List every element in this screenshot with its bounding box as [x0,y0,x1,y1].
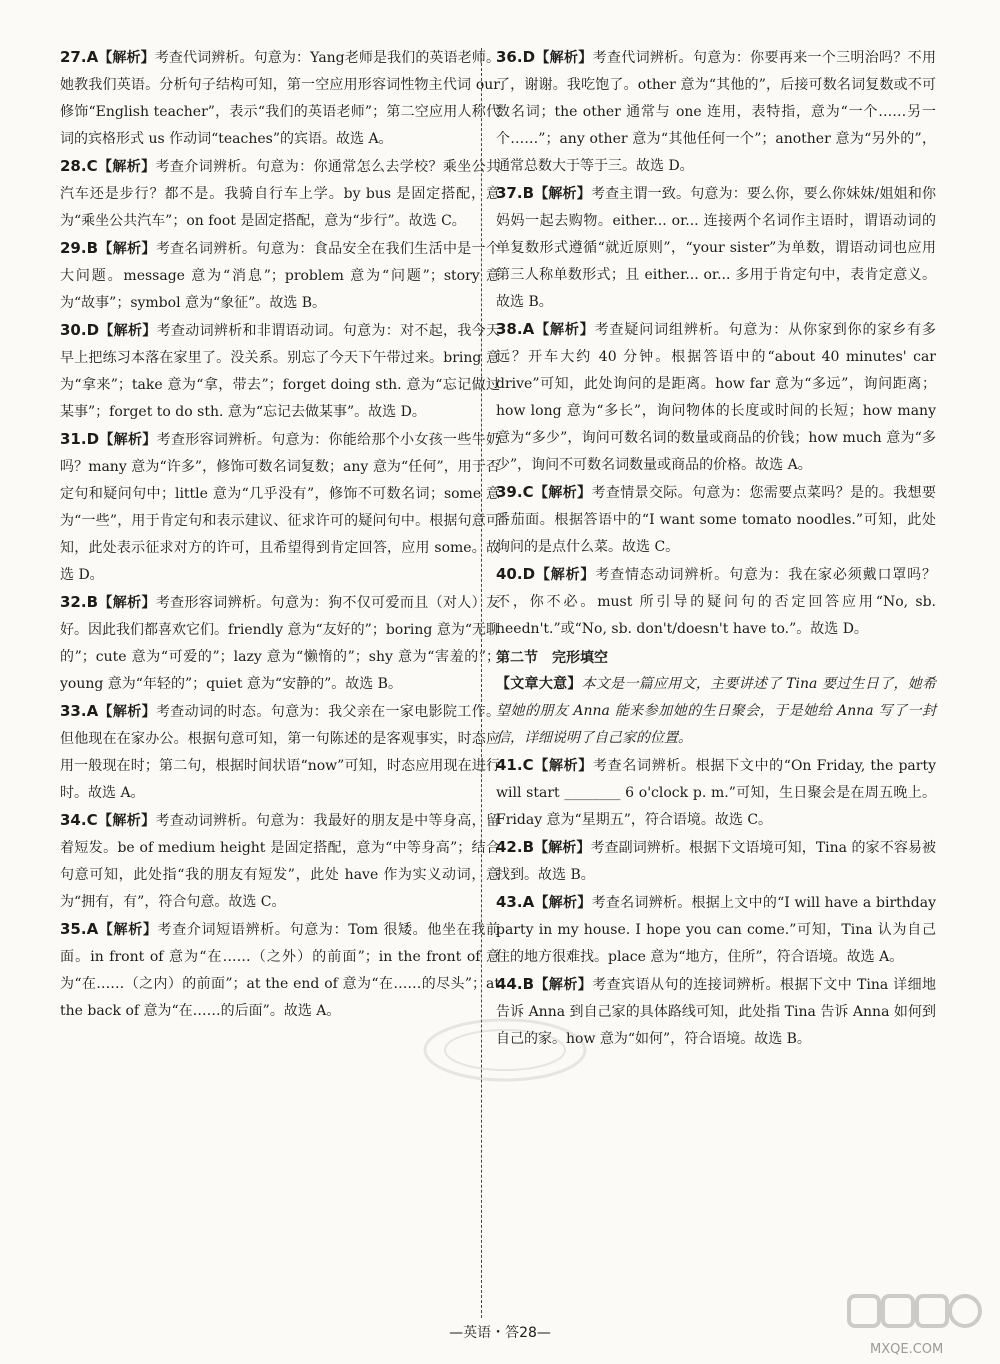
question-number: 32.B [60,593,99,611]
question-number: 29.B [60,239,99,257]
analysis-text: 考查副词辨析。根据下文语境可知，Tina 的家不容易被找到。故选 B。 [496,840,936,883]
analysis-text: 考查介词辨析。句意为：你通常怎么去学校？乘坐公共汽车还是步行？都不是。我骑自行车上学。by bus 是固定搭配，意为“乘坐公共汽车”；on foot 是固定搭配，意为“步行”。故选 C。 [60,159,500,229]
analysis-text: 考查形容词辨析。句意为：狗不仅可爱而且（对人）友好。因此我们都喜欢它们。friendly 意为“友好的”；boring 意为“无聊的”；cute 意为“可爱的”；lazy 意为“懒惰的”；shy 意为“害羞的”；young 意为“年轻的”；quiet 意为“安静的”。故选 B。 [60,595,501,692]
analysis-text: 考查宾语从句的连接词辨析。根据下文中 Tina 详细地告诉 Anna 到自己家的具体路线可知，此处指 Tina 告诉 Anna 如何到自己的家。how 意为“如何”，符合语境。故选 B。 [496,977,937,1047]
question-number: 41.C [496,756,534,774]
question-number: 44.B [496,975,535,993]
question-number: 33.A [60,702,99,720]
analysis-text: 考查情景交际。句意为：您需要点菜吗？是的。我想要番茄面。根据答语中的“I want some tomato noodles.”可知，此处询问的是点什么菜。故选 C。 [496,485,936,555]
question-number: 27.A [60,48,99,66]
answer-item [496,561,936,643]
answer-item [60,916,500,1025]
logo-watermark-icon [420,1015,590,1085]
analysis-tag: 【解析】 [534,977,593,993]
analysis-tag: 【解析】 [534,895,592,911]
article-summary [496,671,936,752]
analysis-tag: 【解析】 [534,186,591,202]
answer-item [496,834,936,889]
analysis-text: 考查动词辨析。句意为：我最好的朋友是中等身高，留着短发。be of medium height 是固定搭配，意为“中等身高”；结合句意可知，此处指“我的朋友有短发”，此处 have 作为实义动词，意为“拥有，有”，符合句意。故选 C。 [60,813,500,910]
answer-item [496,180,936,316]
answer-item [60,426,500,589]
analysis-tag: 【解析】 [98,922,158,938]
analysis-text: 考查形容词辨析。句意为：你能给那个小女孩一些牛奶吗？many 意为“许多”，修饰可数名词复数；any 意为“任何”，用于否定句和疑问句中；little 意为“几乎没有”，修饰不可数名词；some 意为“一些”，用于肯定句和表示建议、征求许可的疑问句中。根据句意可知，此处表示征求对方的许可，且希望得到肯定回答，应用 some。故选 D。 [60,432,501,583]
analysis-text: 考查介词短语辨析。句意为：Tom 很矮。他坐在我前面。in front of 意为“在……（之外）的前面”；in the front of 意为“在……（之内）的前面”；at the end of 意为“在……的尽头”；at the back of 意为“在……的后面”。故选 A。 [60,922,501,1019]
watermark-text: MXQE.COM [870,1342,944,1357]
section-title: 第二节 完形填空 [496,650,608,666]
question-number: 36.D [496,48,536,66]
summary-text: 本文是一篇应用文，主要讲述了 Tina 要过生日了，她希望她的朋友 Anna 能来参加她的生日聚会，于是她给 Anna 写了一封信，详细说明了自己家的位置。 [496,676,937,746]
analysis-tag: 【解析】 [99,432,157,448]
page-footer: —英语・答28— [449,1325,551,1341]
analysis-text: 考查名词辨析。句意为：食品安全在我们生活中是一个大问题。message 意为“消息”；problem 意为“问题”；story 意为“故事”；symbol 意为“象征”。故选 B。 [60,241,501,311]
analysis-text: 考查主谓一致。句意为：要么你，要么你妹妹/姐姐和你妈妈一起去购物。either... or... 连接两个名词作主语时，谓语动词的单复数形式遵循“就近原则”，“your sister”为单数，谓语动词也应用第三人称单数形式；且 either... or... 多用于肯定句中，表肯定意义。故选 B。 [496,186,937,310]
answer-item [60,807,500,916]
analysis-tag: 【解析】 [535,567,596,583]
left-answer-list [60,44,500,1025]
analysis-tag: 【解析】 [534,840,591,856]
question-number: 40.D [496,565,536,583]
analysis-tag: 【解析】 [535,50,593,66]
question-number: 38.A [496,320,535,338]
analysis-text: 考查代词辨析。句意为：你要再来一个三明治吗？不用了，谢谢。我吃饱了。other 意为“其他的”，后接可数名词复数或不可数名词；the other 通常与 one 连用，表特指，意为“一个……另一个……”；any other 意为“其他任何一个”；another 意为“另外的”，通常总数大于等于三。故选 D。 [496,50,937,174]
question-number: 37.B [496,184,535,202]
right-answer-list [496,44,936,643]
analysis-tag: 【解析】 [98,595,156,611]
analysis-tag: 【解析】 [97,813,156,829]
answer-item [496,889,936,971]
answer-item [496,752,936,834]
answer-item [60,317,500,426]
question-number: 34.C [60,811,98,829]
question-number: 39.C [496,483,534,501]
answer-item [496,479,936,561]
question-number: 35.A [60,920,99,938]
analysis-text: 考查情态动词辨析。句意为：我在家必须戴口罩吗？不，你不必。must 所引导的疑问句的否定回答应用“No, sb. needn't.”或“No, sb. don't/doesn't have to.”。故选 D。 [496,567,937,637]
answer-item [496,316,936,479]
answer-item [60,235,500,317]
analysis-text: 考查代词辨析。句意为：Yang老师是我们的英语老师。她教我们英语。分析句子结构可知，第一空应用形容词性物主代词 our 修饰“English teacher”，表示“我们的英语老师”；第二空应用人称代词的宾格形式 us 作动词“teaches”的宾语。故选 A。 [60,50,501,147]
answer-item [60,698,500,807]
analysis-text: 考查名词辨析。根据下文中的“On Friday, the party will start ________ 6 o'clock p. m.”可知，生日聚会是在周五晚上。Friday 意为“星期五”，符合语境。故选 C。 [496,758,936,828]
cloze-answer-list [496,752,936,1053]
analysis-tag: 【解析】 [97,159,156,175]
question-number: 30.D [60,321,100,339]
question-number: 43.A [496,893,535,911]
answer-item [60,153,500,235]
analysis-text: 考查动词辨析和非谓语动词。句意为：对不起，我今天早上把练习本落在家里了。没关系。别忘了今天下午带过来。bring 意为“拿来”；take 意为“拿，带去”；forget doing sth. 意为“忘记做过某事”；forget to do sth. 意为“忘记去做某事”。故选 D。 [60,323,501,420]
analysis-text: 考查疑问词组辨析。句意为：从你家到你的家乡有多远？开车大约 40 分钟。根据答语中的“about 40 minutes' car drive”可知，此处询问的是距离。how far 意为“多远”，询问距离；how long 意为“多长”，询问物体的长度或时间的长短；how many 意为“多少”，询问可数名词的数量或商品的价钱；how much 意为“多少”，询问不可数名词数量或商品的价格。故选 A。 [496,322,937,473]
answer-item [60,589,500,698]
analysis-text: 考查动词的时态。句意为：我父亲在一家电影院工作。但他现在在家办公。根据句意可知，第一句陈述的是客观事实，时态应用一般现在时；第二句，根据时间状语“now”可知，时态应用现在进行时。故选 A。 [60,704,501,801]
analysis-tag: 【解析】 [533,758,593,774]
analysis-tag: 【解析】 [534,322,595,338]
question-number: 42.B [496,838,535,856]
left-column [60,44,500,1025]
column-divider [481,48,482,1318]
analysis-text: 考查名词辨析。根据上文中的“I will have a birthday party in my house. I hope you can come.”可知，Tina 认为自己住的地方很难找。place 意为“地方，住所”，符合语境。故选 A。 [496,895,936,965]
right-column [496,44,936,1053]
question-number: 31.D [60,430,100,448]
analysis-tag: 【解析】 [98,704,156,720]
question-number: 28.C [60,157,98,175]
analysis-tag: 【解析】 [99,323,157,339]
analysis-tag: 【解析】 [98,50,155,66]
answer-item [496,44,936,180]
answer-item [60,44,500,153]
analysis-tag: 【解析】 [98,241,156,257]
analysis-tag: 【解析】 [533,485,592,501]
summary-tag: 【文章大意】 [496,676,582,692]
